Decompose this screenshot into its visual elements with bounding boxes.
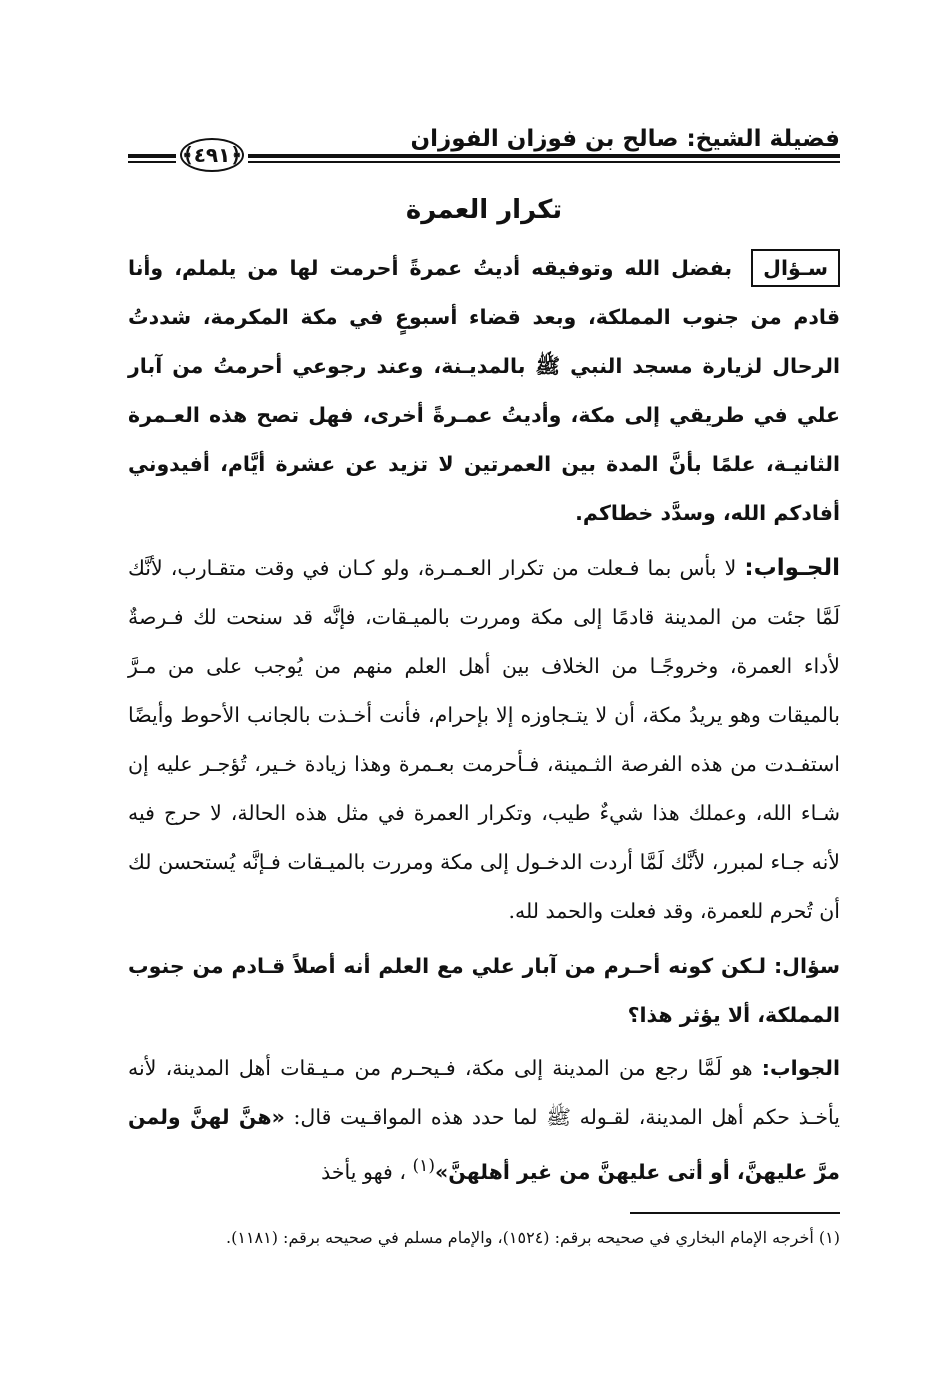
answer-2 [128, 1044, 840, 1197]
footnote-separator [630, 1212, 840, 1214]
answer-2-text: هو لَمَّا رجع من المدينة إلى مكة، فـيحـرم من مـيـقات أهل المدينة، لأنه يأخـذ حكم أهل المدينة، لقـوله ﷺ لما حدد هذه المواقـيت قال: [128, 1056, 840, 1129]
question-2-text: لـكن كونه أحـرم من آبار علي مع العلم أنه أصلاً قـادم من جنوب المملكة، ألا يؤثر هذا؟ [128, 954, 840, 1027]
header-rule [248, 154, 840, 158]
answer-1 [128, 544, 840, 936]
answer-2-continuation: ، فهو يأخذ [321, 1159, 406, 1184]
question-2-label: سؤال: [773, 954, 840, 978]
header-rule-left-thin [128, 161, 176, 163]
hadith-quote: «هنَّ لهنَّ ولمن مرَّ عليهنَّ، أو أتى عليهنَّ من غير أهلهنَّ» [128, 1105, 840, 1184]
answer-2-label: الجواب: [761, 1056, 840, 1080]
question-1-text: بفضل الله وتوفيقه أديتُ عمرةً أحرمت لها من يلملم، وأنا قادم من جنوب المملكة، وبعد قضاء أسبوعٍ في مكة المكرمة، شددتُ الرحال لزيارة مسجد النبي ﷺ بالمديـنة، وعند رجوعي أحرمتُ من آبار علي في طريقي إلى مكة، وأديتُ عمـرةً أخرى، فهل تصح هذه العـمرة الثانيـة، علمًا بأنَّ المدة بين العمرتين لا تزيد عن عشرة أيَّام، أفيدوني أفادكم الله، وسدَّد خطاكم. [128, 256, 840, 525]
footnote [128, 1224, 840, 1252]
question-1 [128, 244, 840, 538]
page-header [128, 118, 840, 178]
question-label-box: سـؤال [751, 249, 840, 287]
page-number: ﴿٤٩١﴾ [180, 138, 244, 172]
footnote-reference: (١) [412, 1156, 436, 1176]
running-title: فضيلة الشيخ: صالح بن فوزان الفوزان [410, 126, 840, 152]
question-2 [128, 942, 840, 1040]
topic-title: تكرار العمرة [405, 195, 563, 225]
page-body [128, 190, 840, 1197]
footnote-text: أخرجه الإمام البخاري في صحيحه برقم: (١٥٢٤)، والإمام مسلم في صحيحه برقم: (١١٨١). [226, 1228, 814, 1247]
header-rule-left [128, 154, 176, 158]
answer-label: الجـواب: [744, 555, 840, 581]
header-rule-thin [248, 161, 840, 163]
answer-1-text: لا بأس بما فـعلت من تكرار العـمـرة، ولو كـان في وقت متقـارب، لأنَّك لَمَّا جئت من المدينة قادمًا إلى مكة ومررت بالميـقات، فإنَّه قد سنحت لك فـرصةٌ لأداء العمرة، وخروجًـا من الخلاف بين أهل العلم منهم من يُوجب على من مـرَّ بالميقات وهو يريدُ مكة، أن لا يتـجاوزه إلا بإحرام، فأنت أخـذت بالجانب الأحوط وأيضًا استفـدت من هذه الفرصة الثـمينة، فـأحرمت بعـمرة وهذا زيادة خـير، تُؤجـر عليه إن شـاء الله، وعملك هذا شيءٌ طيب، وتكرار العمرة في مثل هذه الحالة، لا حرج فيه لأنه جـاء لمبرر، لأنَّك لَمَّا أردت الدخـول إلى مكة ومررت بالميـقات فـإنَّه يُستحسن لك أن تُحرم للعمرة، وقد فعلت والحمد لله. [128, 556, 840, 923]
footnote-marker: (١) [818, 1228, 840, 1247]
